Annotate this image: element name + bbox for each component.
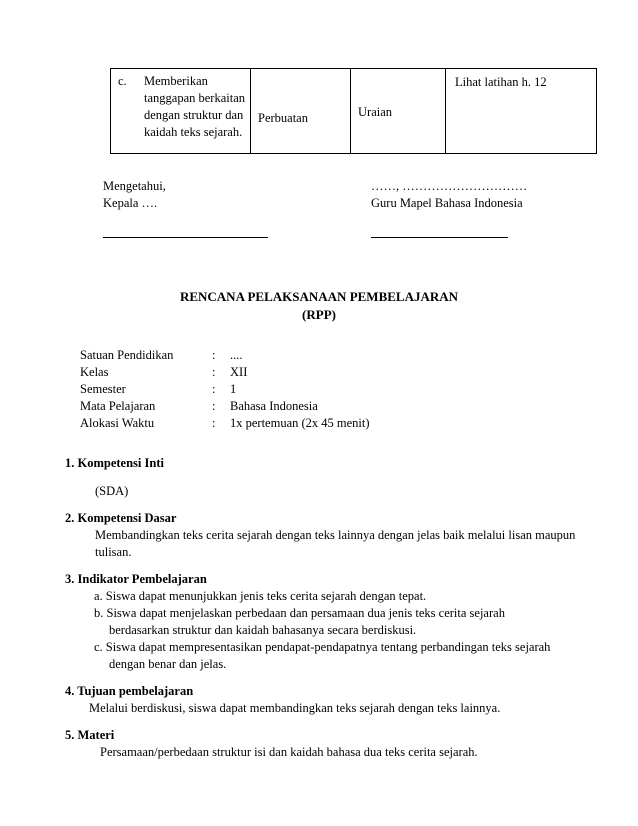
identity-value: 1x pertemuan (2x 45 menit) bbox=[230, 416, 370, 430]
identity-colon: : bbox=[212, 365, 216, 379]
section-title-kompetensi-inti: 1. Kompetensi Inti bbox=[65, 456, 164, 470]
identity-colon: : bbox=[212, 416, 216, 430]
section-title-kompetensi-dasar: 2. Kompetensi Dasar bbox=[65, 511, 177, 525]
table-cell-perbuatan: Perbuatan bbox=[251, 69, 351, 154]
identity-label: Satuan Pendidikan bbox=[80, 348, 174, 362]
signature-right-line1: ……, ………………………… bbox=[371, 179, 528, 193]
section-title-tujuan: 4. Tujuan pembelajaran bbox=[65, 684, 194, 698]
identity-colon: : bbox=[212, 399, 216, 413]
signature-line-right bbox=[371, 237, 508, 238]
identity-colon: : bbox=[212, 382, 216, 396]
table-cell-uraian: Uraian bbox=[351, 69, 446, 154]
document-subtitle: (RPP) bbox=[302, 307, 336, 322]
identity-colon: : bbox=[212, 348, 216, 362]
identity-label: Semester bbox=[80, 382, 126, 396]
item-label: c. bbox=[118, 74, 127, 88]
identity-label: Mata Pelajaran bbox=[80, 399, 156, 413]
indicator-item: c. Siswa dapat mempresentasikan pendapat-pendapatnya tentang perbandingan teks sejarah bbox=[94, 640, 551, 654]
identity-value: XII bbox=[230, 365, 248, 379]
section-title-indikator: 3. Indikator Pembelajaran bbox=[65, 572, 207, 586]
identity-value: 1 bbox=[230, 382, 237, 396]
identity-label: Alokasi Waktu bbox=[80, 416, 155, 430]
item-text-line: tanggapan berkaitan bbox=[144, 91, 245, 105]
identity-label: Kelas bbox=[80, 365, 109, 379]
activity-table bbox=[110, 68, 597, 154]
table-cell-reference: Lihat latihan h. 12 bbox=[446, 69, 597, 154]
indicator-item: a. Siswa dapat menunjukkan jenis teks cerita sejarah dengan tepat. bbox=[94, 589, 427, 603]
item-text-line: kaidah teks sejarah. bbox=[144, 125, 243, 139]
signature-left-line2: Kepala …. bbox=[103, 196, 158, 210]
section-body-tujuan: Melalui berdiskusi, siswa dapat membandingkan teks sejarah dengan teks lainnya. bbox=[89, 701, 501, 715]
signature-left-line1: Mengetahui, bbox=[103, 179, 166, 193]
indicator-item: b. Siswa dapat menjelaskan perbedaan dan persamaan dua jenis teks cerita sejarah bbox=[94, 606, 505, 620]
section-body-kompetensi-inti: (SDA) bbox=[95, 484, 129, 498]
signature-right-line2: Guru Mapel Bahasa Indonesia bbox=[371, 196, 523, 210]
section-body-materi: Persamaan/perbedaan struktur isi dan kaidah bahasa dua teks cerita sejarah. bbox=[100, 745, 478, 759]
document-title: RENCANA PELAKSANAAN PEMBELAJARAN bbox=[179, 289, 459, 304]
identity-value: .... bbox=[230, 348, 243, 362]
indicator-item-continued: dengan benar dan jelas. bbox=[109, 657, 227, 671]
item-text-line: dengan struktur dan bbox=[144, 108, 244, 122]
item-text-line: Memberikan bbox=[144, 74, 208, 88]
indicator-item-continued: berdasarkan struktur dan kaidah bahasanya secara berdiskusi. bbox=[109, 623, 417, 637]
section-title-materi: 5. Materi bbox=[65, 728, 115, 742]
section-body-line: Membandingkan teks cerita sejarah dengan teks lainnya dengan jelas baik melalui lisan maupun bbox=[95, 528, 576, 542]
table-cell-item bbox=[111, 69, 251, 154]
section-body-line: tulisan. bbox=[95, 545, 132, 559]
signature-line-left bbox=[103, 237, 268, 238]
identity-value: Bahasa Indonesia bbox=[230, 399, 318, 413]
